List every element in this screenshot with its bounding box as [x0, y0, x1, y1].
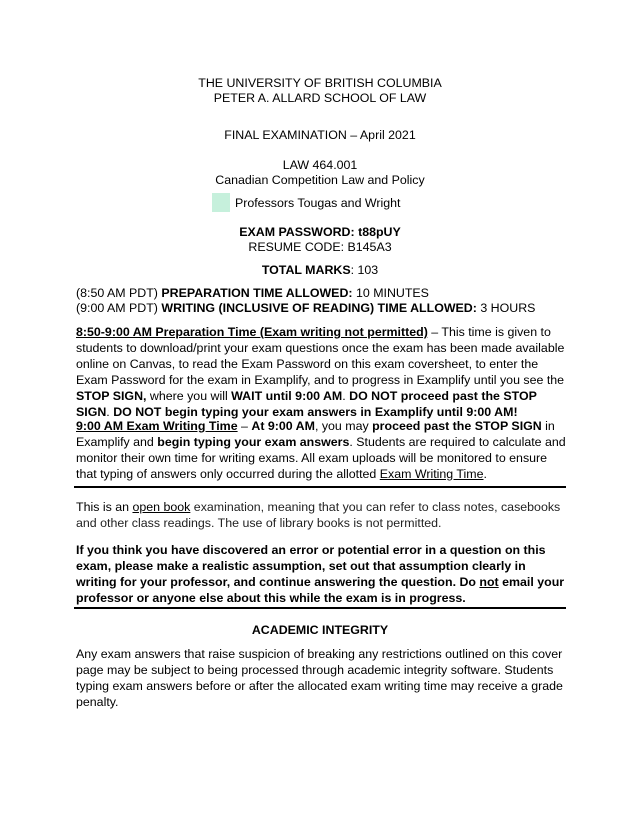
- writing-label: WRITING (INCLUSIVE OF READING) TIME ALLOWED:: [161, 301, 477, 315]
- writing-time: (9:00 AM PDT): [76, 301, 158, 315]
- course-code: LAW 464.001: [282, 158, 358, 172]
- prep-text-2: where you will: [146, 388, 232, 403]
- writing-text-1: –: [237, 419, 252, 433]
- open-book-underline: open book: [132, 500, 191, 514]
- prep-bold-4: DO NOT begin typing your exam answers in Examplify until 9:00 AM!: [113, 404, 518, 419]
- total-marks-label: TOTAL MARKS: [261, 263, 351, 277]
- professors: Professors Tougas and Wright: [234, 195, 401, 210]
- error-text-1: If you think you have discovered an error or potential error in a question on this exam, please make a realistic assumption, set out that assumption clearly in writing for your professor, and continue answering the question. Do: [76, 543, 546, 589]
- prep-time-line: [76, 286, 596, 302]
- writing-text-2: , you may: [314, 419, 373, 433]
- open-book-text-2: examination, meaning that you can refer to class notes, casebooks and other class readings. The use of library books is not permitted.: [76, 500, 561, 530]
- resume-code: RESUME CODE: B145A3: [248, 240, 392, 254]
- exam-title: FINAL EXAMINATION – April 2021: [224, 128, 416, 142]
- total-marks-value: : 103: [350, 263, 379, 277]
- exam-password: EXAM PASSWORD: t88pUY: [239, 225, 401, 239]
- integrity-body: Any exam answers that raise suspicion of breaking any restrictions outlined on this cover page may be subject to being processed through academic integrity software. Students typing exam answers before or after the allocated exam writing time may receive a grade penalty.: [76, 647, 563, 709]
- writing-section: [76, 419, 566, 483]
- total-marks: [0, 262, 640, 278]
- writing-text-3: in Examplify and: [76, 419, 555, 449]
- course-name: Canadian Competition Law and Policy: [215, 173, 425, 187]
- prep-value: 10 MINUTES: [355, 286, 429, 300]
- professors-line: [0, 194, 626, 213]
- error-underline: not: [479, 574, 499, 589]
- prep-bold-1: STOP SIGN,: [76, 388, 147, 403]
- prep-label: PREPARATION TIME ALLOWED:: [161, 286, 353, 300]
- prep-bold-3: DO NOT proceed past the STOP SIGN: [76, 388, 537, 419]
- prep-time: (8:50 AM PDT): [76, 286, 158, 300]
- prep-text-4: .: [106, 404, 114, 419]
- writing-text-4: . Students are required to calculate and monitor their own time for writing exams. All exam uploads will be monitored to ensure that typing of answers only occurred during the allotted: [76, 434, 566, 481]
- writing-value: 3 HOURS: [480, 301, 536, 315]
- writing-bold-2: proceed past the STOP SIGN: [372, 419, 542, 433]
- divider-1: [74, 486, 566, 488]
- prep-section: [76, 325, 566, 420]
- prep-text-1: – This time is given to students to download/print your exam questions once the exam has been made available online on Canvas, to read the Exam Password on this exam coversheet, to enter the Exam Password for the exam in Examplify, and to progress in Examplify until you see the: [76, 325, 565, 387]
- integrity-heading: ACADEMIC INTEGRITY: [251, 623, 389, 637]
- divider-2: [74, 607, 566, 609]
- error-notice: [76, 543, 566, 607]
- school-name: PETER A. ALLARD SCHOOL OF LAW: [213, 91, 427, 105]
- writing-bold-1: At 9:00 AM: [251, 419, 315, 433]
- writing-bold-3: begin typing your exam answers: [157, 434, 350, 449]
- writing-text-5: .: [483, 466, 487, 481]
- prep-heading: 8:50-9:00 AM Preparation Time (Exam writing not permitted): [76, 325, 428, 339]
- writing-heading: 9:00 AM Exam Writing Time: [76, 419, 238, 433]
- prep-text-3: .: [342, 388, 350, 403]
- writing-time-line: [76, 301, 596, 317]
- open-book-text-1: This is an: [76, 500, 133, 514]
- error-text-2: email your professor or anyone else about this while the exam is in progress.: [76, 574, 565, 605]
- open-book-notice: [76, 500, 566, 532]
- prep-bold-2: WAIT until 9:00 AM: [231, 388, 343, 403]
- highlight-marker: [212, 193, 230, 212]
- university-name: THE UNIVERSITY OF BRITISH COLUMBIA: [198, 76, 442, 90]
- writing-underline-1: Exam Writing Time: [379, 466, 484, 481]
